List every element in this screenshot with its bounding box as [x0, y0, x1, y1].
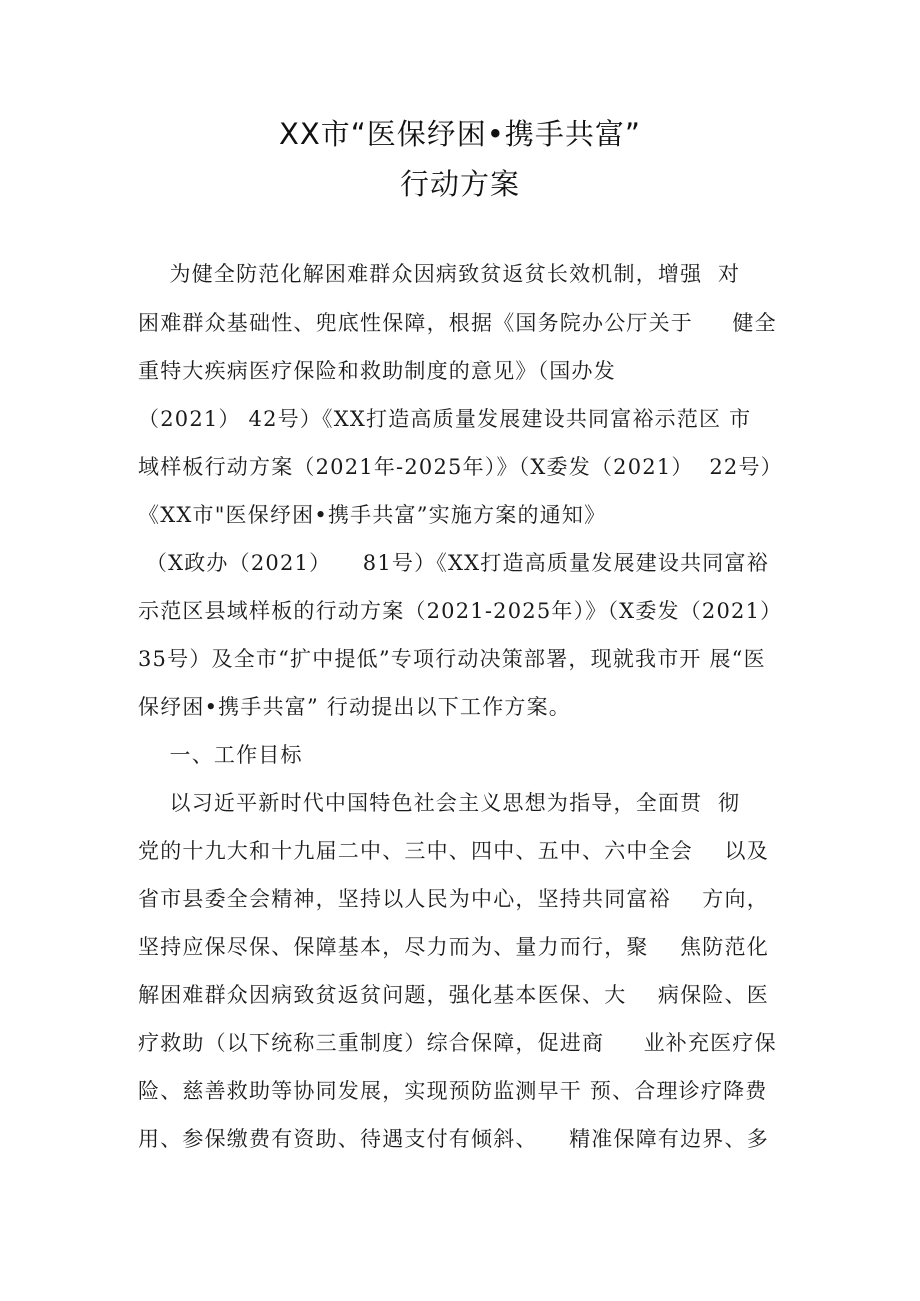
body-line: 保纾困•携手共富” 行动提出以下工作方案。	[138, 695, 571, 719]
body-line: 坚持应保尽保、保障基本，尽力而为、量力而行，聚 焦防范化	[138, 935, 769, 959]
body-line: 重特大疾病医疗保险和救助制度的意见》（国办发	[138, 359, 616, 383]
document-title-line-1: XX市“医保纾困•携手共富”	[279, 117, 641, 151]
body-line: 以习近平新时代中国特色社会主义思想为指导，全面贯 彻	[138, 791, 741, 815]
body-line: 域样板行动方案（2021年-2025年）》（X委发（2021） 22号）	[138, 455, 783, 479]
body-line: （X政办（2021） 81号）《XX打造高质量发展建设共同富裕	[138, 551, 769, 575]
body-line: 《XX市"医保纾困•携手共富”实施方案的通知》	[138, 503, 607, 527]
body-line: 省市县委全会精神，坚持以人民为中心，坚持共同富裕 方向，	[138, 887, 769, 911]
body-line: 险、慈善救助等协同发展，实现预防监测早干 预、合理诊疗降费	[138, 1079, 768, 1103]
section-heading: 一、工作目标	[138, 743, 303, 767]
body-line: 疗救助（以下统称三重制度）综合保障，促进商 业补充医疗保	[138, 1031, 777, 1055]
body-line: 困难群众基础性、兜底性保障，根据《国务院办公厅关于 健全	[138, 311, 777, 335]
body-line: 35号）及全市“扩中提低”专项行动决策部署，现就我市开 展“医	[138, 647, 766, 671]
body-line: 示范区县域样板的行动方案（2021-2025年）》（X委发（2021）	[138, 599, 783, 623]
body-line: 解困难群众因病致贫返贫问题，强化基本医保、大 病保险、医	[138, 983, 769, 1007]
body-line: （2021） 42号）《XX打造高质量发展建设共同富裕示范区 市	[138, 407, 752, 431]
body-line: 为健全防范化解困难群众因病致贫返贫长效机制，增强 对	[138, 262, 741, 286]
body-line: 党的十九大和十九届二中、三中、四中、五中、六中全会 以及	[138, 839, 769, 863]
document-title-line-2: 行动方案	[399, 167, 520, 201]
body-line: 用、参保缴费有资助、待遇支付有倾斜、 精准保障有边界、多	[138, 1127, 769, 1151]
